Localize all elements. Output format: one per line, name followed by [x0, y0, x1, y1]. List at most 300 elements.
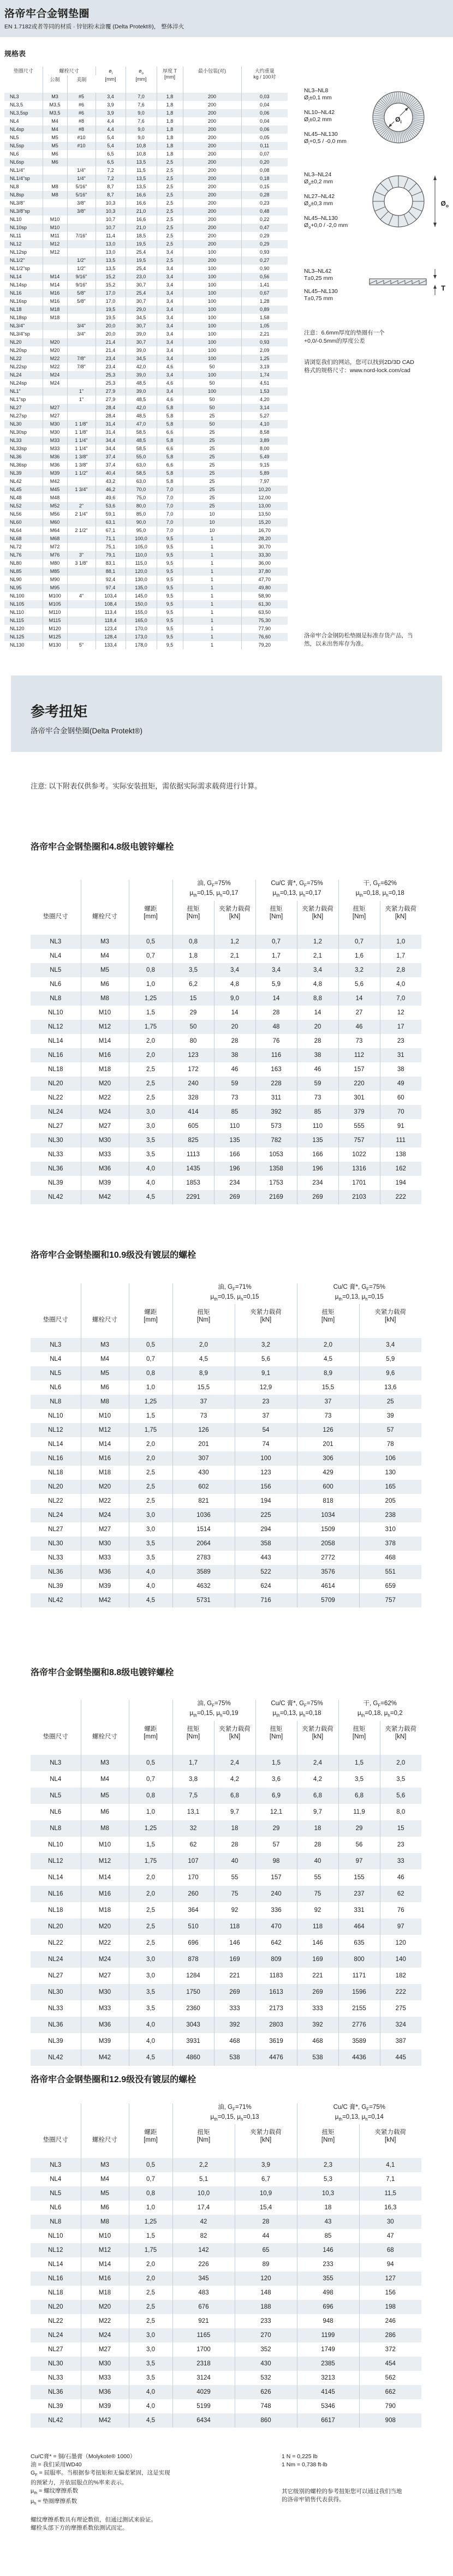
tolerance-note [304, 171, 368, 187]
spec-cell: 9,5 [157, 592, 183, 600]
spec-cell: 5,8 [157, 404, 183, 412]
spec-cell: 42,0 [126, 404, 157, 412]
torque-cell: NL8 [31, 1395, 81, 1409]
torque-cell: M16 [81, 1048, 129, 1062]
spec-cell: 0,93 [260, 339, 270, 345]
torque-cell: 301 [338, 1091, 380, 1105]
torque-row [31, 1466, 421, 1480]
spec-cell: NL22sp [4, 363, 43, 371]
torque-cell: 1,0 [129, 977, 172, 991]
spec-cell: 1,8 [157, 125, 183, 134]
torque-cell: 18 [214, 1820, 255, 1837]
spec-cell: 3 1/8" [67, 559, 96, 567]
spec-cell: 3,4 [157, 306, 183, 314]
torque-cell: NL30 [31, 1133, 81, 1147]
spec-row [4, 363, 288, 371]
torque-col-header: 扭矩 [Nm] [297, 2124, 359, 2158]
torque-cell: 5,6 [235, 1352, 297, 1366]
tolerance-range: NL45–NL130 [304, 215, 338, 222]
spec-cell: 70,0 [126, 486, 157, 494]
spec-cell: M14 [43, 273, 67, 281]
spec-cell: NL14 [4, 273, 43, 281]
torque-cell: 188 [235, 2300, 297, 2314]
torque-cell: NL3 [31, 2158, 81, 2172]
torque-row [31, 2000, 421, 2017]
torque-cell: NL4 [31, 1352, 81, 1366]
spec-cell: 97,4 [96, 584, 126, 592]
torque-cell: 324 [395, 2021, 406, 2028]
tolerance-value: $Ø_i+0,5 / -0,0$ mm [304, 138, 347, 146]
torque-cell: M39 [81, 2033, 129, 2049]
torque-cell: 1750 [172, 1984, 214, 2000]
torque-row [31, 1451, 421, 1466]
torque-cell: 1514 [172, 1522, 235, 1537]
spec-cell: 27,9 [96, 387, 126, 396]
spec-cell: 1 [183, 608, 241, 617]
spec-cell: 53,6 [96, 502, 126, 510]
spec-cell: 13,5 [96, 265, 126, 273]
torque-cell: 106 [385, 1455, 396, 1462]
torque-cell: M39 [81, 1176, 129, 1190]
spec-cell: 25 [183, 486, 241, 494]
spec-cell: NL22 [4, 355, 43, 363]
torque-cell: NL6 [31, 977, 81, 991]
spec-row [4, 543, 288, 551]
spec-row [4, 608, 288, 617]
spec-row [4, 576, 288, 584]
torque-cell: 1171 [338, 1968, 380, 1984]
spec-row [4, 338, 288, 346]
spec-cell: 75,0 [126, 494, 157, 502]
spec-cell: 19,5 [96, 306, 126, 314]
torque-cell: 0,8 [129, 2186, 172, 2201]
spec-row [4, 527, 288, 535]
spec-cell: NL1" [4, 387, 43, 396]
spec-cell: 0,08 [260, 168, 270, 173]
spec-cell: 8,7 [96, 191, 126, 199]
spec-cell: 16,6 [126, 216, 157, 224]
spec-cell: 33,30 [258, 552, 271, 558]
torque-cell: 240 [255, 1886, 297, 1902]
spec-cell: 9,5 [157, 584, 183, 592]
torque-cell: M20 [81, 2300, 129, 2314]
spec-cell: 3,4 [157, 314, 183, 322]
torque-row [31, 1480, 421, 1494]
spec-cell: NL10 [4, 216, 43, 224]
torque-cell: 468 [297, 2033, 338, 2049]
spec-cell: 10,20 [258, 487, 271, 492]
torque-cell: 878 [172, 1951, 214, 1968]
torque-cell: M20 [81, 1077, 129, 1091]
spec-cell [67, 404, 96, 412]
torque-cell: 15,4 [235, 2201, 297, 2215]
torque-col-header: 夹紧力载荷 [kN] [235, 2124, 297, 2158]
torque-row [31, 1869, 421, 1886]
spec-cell: 34,4 [96, 445, 126, 453]
spec-cell: 40,4 [96, 469, 126, 477]
torque-cell: 3213 [297, 2371, 359, 2385]
torque-cell: 0,7 [129, 1352, 172, 1366]
torque-cell: M24 [81, 1951, 129, 1968]
torque-cell: M27 [81, 1522, 129, 1537]
torque-cell: 8,8 [297, 991, 338, 1006]
torque-cell: 821 [172, 1494, 235, 1508]
torque-cell: 2,5 [129, 1494, 172, 1508]
legend-line: $\mu_h$ = 垫圈摩擦系数 [31, 2497, 78, 2506]
spec-cell: 1 [183, 592, 241, 600]
torque-col-header: 夹紧力载荷 [kN] [235, 1304, 297, 1338]
spec-cell: NL27sp [4, 412, 43, 420]
torque-col-header: 扭矩 [Nm] [255, 1721, 297, 1755]
torque-cell: NL24 [31, 2328, 81, 2342]
spec-cell: 3,4 [157, 281, 183, 289]
torque-cell: 146 [297, 2243, 359, 2257]
torque-cell: NL20 [31, 2300, 81, 2314]
torque-cell: M36 [81, 1565, 129, 1579]
torque-cell: 379 [338, 1105, 380, 1119]
torque-cell: 1700 [172, 2342, 235, 2357]
torque-cell: 3,5 [129, 1984, 172, 2000]
spec-cell: 9,5 [157, 543, 183, 551]
spec-cell: 1/2" [67, 265, 96, 273]
torque-cell: 1316 [338, 1162, 380, 1176]
torque-cell: 146 [297, 1935, 338, 1951]
torque-cell: NL33 [31, 1551, 81, 1565]
spec-cell: 58,5 [126, 469, 157, 477]
spec-cell: M36 [43, 461, 67, 469]
torque-cell: 29 [255, 1820, 297, 1837]
spec-cell: NL5sp [4, 142, 43, 150]
spec-row [4, 183, 288, 191]
spec-cell: M10 [43, 216, 67, 224]
spec-cell: M12 [43, 240, 67, 248]
torque-cell: 948 [297, 2314, 359, 2328]
spec-cell: 25,3 [96, 379, 126, 387]
spec-cell: NL3,5sp [4, 109, 43, 117]
torque-cell: 182 [395, 1972, 406, 1979]
spec-row [4, 633, 288, 641]
spec-row [4, 101, 288, 109]
torque-cell: 4,2 [297, 1771, 338, 1788]
torque-cell: 757 [338, 1133, 380, 1147]
torque-cell: 4,5 [129, 2413, 172, 2428]
torque-cell: M27 [81, 2342, 129, 2357]
torque-cell: 825 [172, 1133, 214, 1147]
torque-cell: 116 [255, 1048, 297, 1062]
spec-cell: 9,0 [126, 125, 157, 134]
torque-cell: 3,5 [396, 1776, 406, 1783]
torque-row [31, 2172, 421, 2186]
torque-col-header: 扭矩 [Nm] [172, 1304, 235, 1338]
torque-cell: 55 [214, 1869, 255, 1886]
spec-row [4, 559, 288, 567]
torque-cell: 430 [172, 1466, 235, 1480]
torque-col-header: 扭矩 [Nm] [172, 1721, 214, 1755]
spec-cell: 47,0 [126, 420, 157, 428]
torque-cell: NL3 [31, 935, 81, 949]
torque-cell: 1,0 [396, 938, 406, 945]
torque-cell: 454 [385, 2360, 396, 2368]
torque-cell: 4,0 [129, 1565, 172, 1579]
spec-cell: 1 [183, 535, 241, 543]
spec-cell: 49,6 [96, 494, 126, 502]
torque-cell: 1,8 [172, 949, 214, 963]
outer-diameter-label: $Ø_o$ [440, 200, 449, 209]
torque-cell: 2,5 [129, 1935, 172, 1951]
spec-cell: NL3/8"sp [4, 207, 43, 216]
spec-cell: NL20 [4, 338, 43, 346]
spec-cell: 10,8 [126, 142, 157, 150]
torque-cell: 3,5 [129, 1133, 172, 1147]
spec-cell: NL60 [4, 518, 43, 527]
torque-cell: NL24 [31, 1105, 81, 1119]
torque-cell: 269 [214, 1190, 255, 1204]
spec-row [4, 510, 288, 518]
spec-cell: 173,0 [126, 633, 157, 641]
torque-cell: 4,1 [386, 2162, 395, 2169]
torque-cell: M14 [81, 1034, 129, 1048]
torque-cell: 2385 [297, 2357, 359, 2371]
torque-cell: 65 [235, 2243, 297, 2257]
spec-cell: 31,4 [96, 420, 126, 428]
torque-cell: 39 [386, 1413, 394, 1420]
torque-group-header: 干, $G_F=62\%$ $\mu_{th}=0,18$, $\mu_h=0,18$ [355, 880, 404, 898]
spec-cell: NL3 [4, 93, 43, 101]
torque-cell: M4 [81, 949, 129, 963]
torque-cell: 46 [214, 1062, 255, 1077]
spec-cell: 0,89 [260, 307, 270, 312]
spec-cell: NL18sp [4, 314, 43, 322]
cad-download-note: 请浏览我们的网站，您可以找到2D/3D CAD 格式的规格尺寸：www.nord-lock.com/cad [304, 358, 414, 374]
torque-cell: 286 [385, 2332, 396, 2339]
torque-cell: 31 [397, 1051, 404, 1059]
spec-cell: 200 [183, 224, 241, 232]
spec-cell: M3,5 [43, 109, 67, 117]
torque-cell: 7,0 [396, 995, 406, 1002]
torque-cell: 676 [172, 2300, 235, 2314]
spec-col-header: 厚度 T [mm] [157, 67, 183, 93]
spec-cell: 3,4 [157, 371, 183, 379]
spec-row [4, 191, 288, 199]
spec-cell: 1 3/4" [67, 486, 96, 494]
spec-cell: 50 [183, 379, 241, 387]
torque-cell: 111 [396, 1137, 406, 1144]
torque-cell: 38 [214, 1048, 255, 1062]
spec-cell: 90,0 [126, 518, 157, 527]
torque-cell: 20 [214, 1020, 255, 1034]
torque-cell: 91 [397, 1122, 404, 1129]
spec-cell: NL56 [4, 510, 43, 518]
torque-cell: 135 [214, 1133, 255, 1147]
torque-cell: 3,5 [129, 2371, 172, 2385]
torque-table-title: 洛帝牢合金钢垫圈和4.8级电镀锌螺栓 [31, 842, 174, 852]
torque-row [31, 1565, 421, 1579]
spec-cell: 7,6 [126, 117, 157, 125]
spec-row [4, 150, 288, 158]
spec-cell: 7,0 [126, 93, 157, 101]
spec-row [4, 273, 288, 281]
spec-cell [67, 314, 96, 322]
torque-cell: M6 [81, 1380, 129, 1395]
torque-cell: NL6 [31, 2201, 81, 2215]
spec-cell: 1 3/8" [67, 453, 96, 461]
torque-cell: 29 [338, 1820, 380, 1837]
torque-cell: 1,25 [129, 991, 172, 1006]
torque-cell: 118 [214, 1918, 255, 1935]
torque-cell: 4,0 [129, 2399, 172, 2413]
torque-cell: 94 [386, 2261, 394, 2268]
torque-cell: NL12 [31, 1020, 81, 1034]
spec-cell: NL1/2" [4, 256, 43, 265]
spec-cell: 83,1 [96, 559, 126, 567]
torque-cell: M3 [81, 1338, 129, 1352]
torque-cell: NL42 [31, 2049, 81, 2066]
spec-row [4, 379, 288, 387]
spec-cell: 3,19 [260, 364, 270, 369]
torque-cell: NL5 [31, 963, 81, 977]
spec-cell: 28,4 [96, 412, 126, 420]
spec-col-header: 最小包装(对) [183, 67, 241, 93]
spec-cell: 4" [67, 592, 96, 600]
spec-cell: M20 [43, 346, 67, 355]
torque-cell: 624 [235, 1579, 297, 1593]
spec-cell: 1,8 [157, 109, 183, 117]
torque-cell: 112 [338, 1048, 380, 1062]
torque-cell: 228 [255, 1077, 297, 1091]
torque-row [31, 1006, 421, 1020]
torque-cell: 89 [235, 2257, 297, 2272]
torque-cell: NL22 [31, 1935, 81, 1951]
torque-cell: 237 [338, 1886, 380, 1902]
spec-cell: 50 [183, 363, 241, 371]
spec-cell: 20,0 [96, 322, 126, 330]
spec-cell: 25 [183, 437, 241, 445]
spec-cell: 20,0 [96, 330, 126, 338]
torque-cell: NL27 [31, 2342, 81, 2357]
torque-cell: 240 [172, 1077, 214, 1091]
spec-cell: 113,4 [96, 608, 126, 617]
spec-cell [67, 567, 96, 576]
torque-col-header: 螺距 [mm] [129, 1700, 172, 1755]
spec-cell [67, 584, 96, 592]
spec-cell: 10,8 [126, 150, 157, 158]
torque-cell: 110 [297, 1119, 338, 1133]
torque-cell: 3,2 [338, 963, 380, 977]
torque-cell: 157 [255, 1869, 297, 1886]
torque-cell: 163 [255, 1062, 297, 1077]
torque-cell: 46 [397, 1874, 404, 1881]
spec-cell: NL6 [4, 150, 43, 158]
spec-cell: 23,4 [96, 355, 126, 363]
torque-cell: 4029 [172, 2385, 235, 2399]
spec-cell: NL130 [4, 641, 43, 649]
spec-cell: 1 1/8" [67, 428, 96, 437]
page-title: 洛帝牢合金钢垫圈 [4, 8, 90, 20]
torque-row [31, 1176, 421, 1190]
spec-cell: 1 1/8" [67, 420, 96, 428]
torque-cell: M39 [81, 2399, 129, 2413]
torque-cell: 10,9 [235, 2186, 297, 2201]
torque-cell: NL42 [31, 2413, 81, 2428]
spec-cell: 2,5 [157, 224, 183, 232]
spec-cell: 5/16" [67, 191, 96, 199]
torque-cell: 498 [297, 2286, 359, 2300]
torque-cell: 196 [297, 1162, 338, 1176]
spec-cell: 6,6 [157, 428, 183, 437]
torque-cell: 2,5 [129, 2314, 172, 2328]
torque-cell: 3589 [338, 2033, 380, 2049]
spec-cell: 200 [183, 150, 241, 158]
spec-cell: 1 [183, 551, 241, 559]
torque-cell: 196 [214, 1162, 255, 1176]
torque-group-header: 干, $G_F=62\%$ $\mu_{th}=0,18$, $\mu_h=0,2$ [357, 1700, 403, 1718]
spec-row [4, 314, 288, 322]
torque-cell: M16 [81, 1886, 129, 1902]
spec-cell: 108,4 [96, 600, 126, 608]
torque-cell: M36 [81, 2017, 129, 2033]
torque-cell: 38 [297, 1048, 338, 1062]
torque-cell: 47 [386, 2233, 394, 2240]
torque-cell: M8 [81, 1395, 129, 1409]
torque-cell: 270 [235, 2328, 297, 2342]
torque-row [31, 1034, 421, 1048]
spec-cell: 30,7 [126, 322, 157, 330]
torque-cell: 1,5 [129, 1837, 172, 1853]
spec-cell [67, 338, 96, 346]
torque-cell: 73 [297, 1409, 359, 1423]
spec-row [4, 216, 288, 224]
spec-cell: 1,8 [157, 101, 183, 109]
torque-row [31, 1902, 421, 1918]
torque-group-header: 油, $G_F=75\%$ $\mu_{th}=0,15$, $\mu_h=0,17$ [172, 880, 255, 901]
torque-cell: 57 [386, 1427, 394, 1434]
torque-cell: NL3 [31, 1755, 81, 1771]
spec-cell: 3,4 [157, 346, 183, 355]
torque-table-block-8-8 [31, 1665, 421, 2066]
torque-cell: 2,5 [129, 1902, 172, 1918]
torque-cell: 85 [297, 2229, 359, 2243]
spec-cell: 200 [183, 93, 241, 101]
spec-col-subheader: 美制 [76, 77, 87, 82]
torque-cell: 1509 [297, 1522, 359, 1537]
torque-cell: NL22 [31, 2314, 81, 2328]
spec-cell: 200 [183, 216, 241, 224]
spec-cell [43, 175, 67, 183]
torque-cell: 135 [297, 1133, 338, 1147]
spec-cell: NL24 [4, 371, 43, 379]
torque-row [31, 2033, 421, 2049]
spec-cell: 1,8 [157, 134, 183, 142]
torque-cell: 127 [385, 2275, 396, 2282]
spec-row [4, 207, 288, 216]
spec-cell: 200 [183, 232, 241, 240]
torque-cell: NL16 [31, 2272, 81, 2286]
torque-cell: M33 [81, 2000, 129, 2017]
spec-cell: 2,21 [260, 331, 270, 337]
torque-cell: NL33 [31, 1147, 81, 1162]
torque-cell: M16 [81, 2272, 129, 2286]
spec-cell: 4,4 [96, 117, 126, 125]
spec-cell: 1 [183, 584, 241, 592]
torque-col-header: 螺栓尺寸 [81, 880, 129, 935]
torque-row [31, 1437, 421, 1451]
torque-cell: 2,0 [129, 1048, 172, 1062]
torque-cell: 333 [297, 2000, 338, 2017]
torque-cell: NL27 [31, 1119, 81, 1133]
spec-cell: 3,4 [157, 248, 183, 256]
tolerance-note [304, 215, 368, 231]
torque-cell: 430 [235, 2357, 297, 2371]
